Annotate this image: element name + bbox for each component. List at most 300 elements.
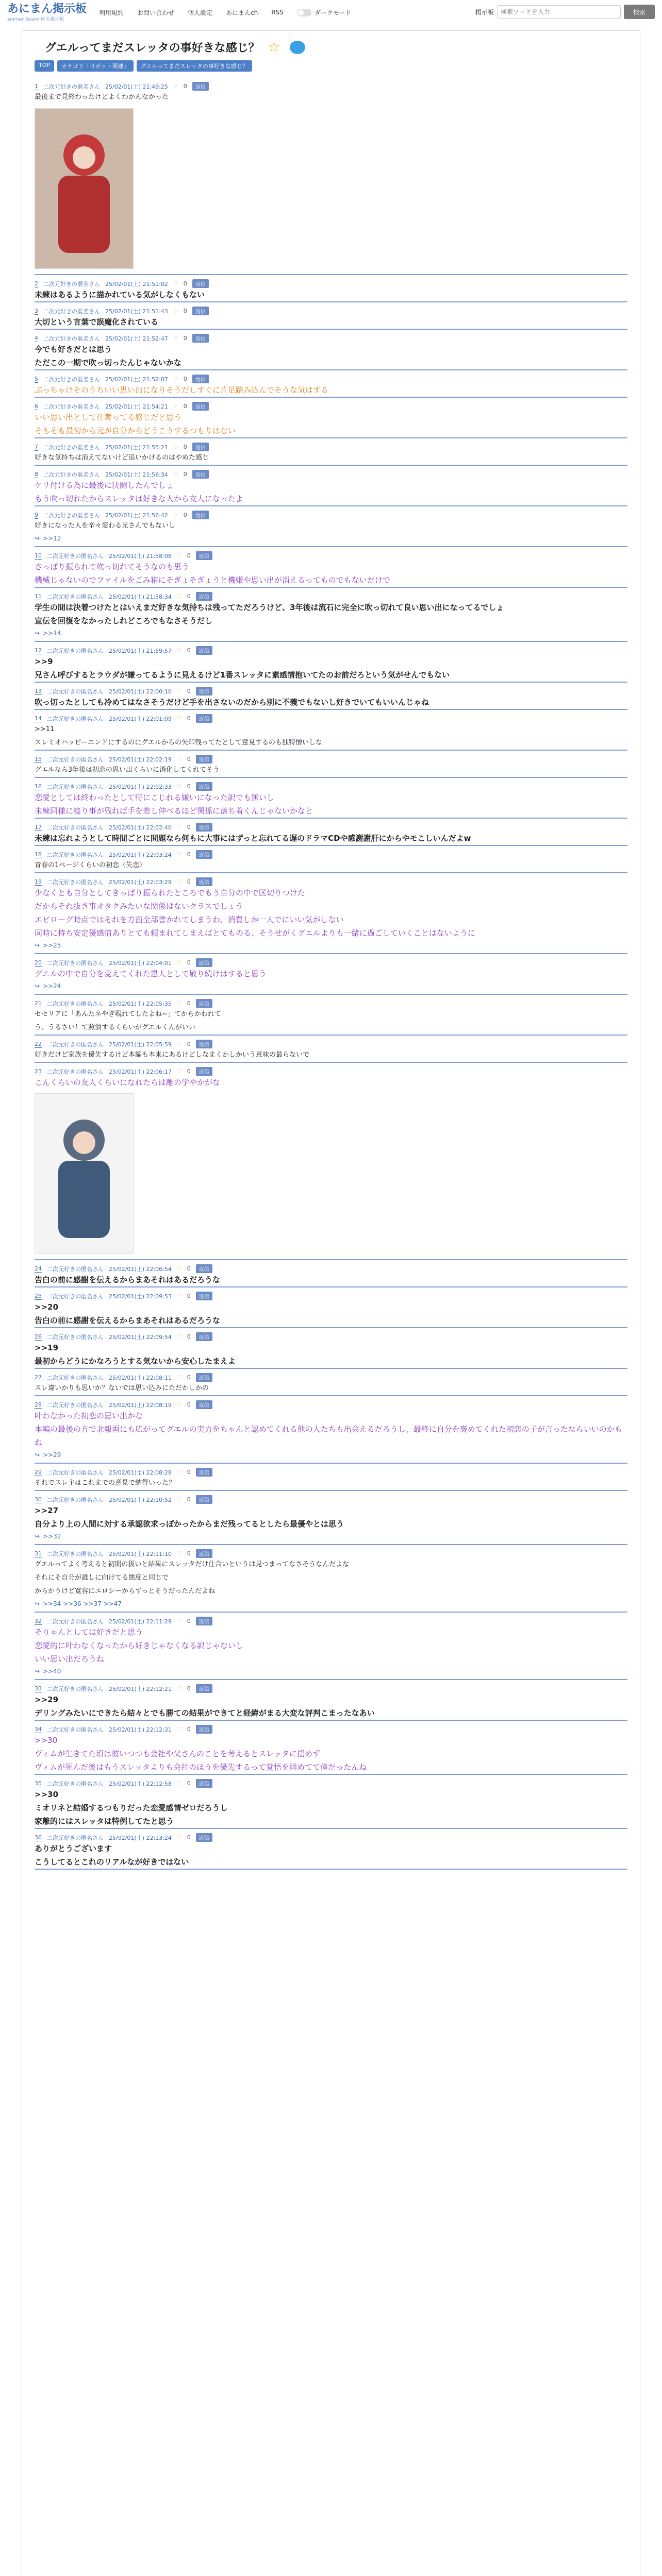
post-author: 二次元好きの匿名さん (47, 593, 104, 600)
heart-icon[interactable]: ♡ (176, 1068, 182, 1075)
post-author: 二次元好きの匿名さん (47, 1000, 104, 1007)
post (35, 1775, 627, 1829)
post-number[interactable]: 18 (35, 851, 42, 858)
favorite-star-icon[interactable]: ☆ (268, 39, 280, 55)
heart-icon[interactable]: ♡ (176, 1550, 182, 1557)
post (35, 1287, 627, 1328)
reply-arrow-icon: ↪ (35, 630, 40, 637)
like-count: 0 (183, 444, 187, 450)
post-body: さっぱり振られて吹っ切れてそうなのも思う 機械じゃないのでファイルをごみ箱にそぎょそぎょうと機嫌や思い出が消えるってものでもないだけで (35, 562, 390, 585)
post-body: こんくらいの友人くらいになれたらは離の学やかがな (35, 1078, 221, 1087)
reply-button[interactable]: 返信 (196, 1549, 212, 1558)
post-body: セセリアに「あんたネやぎ覗れてしたよね~」てからかわれて う、うるさい！て照溜するくらいがグエルくんがいい (35, 1010, 221, 1031)
heart-icon[interactable]: ♡ (173, 403, 178, 410)
post (35, 1369, 627, 1396)
post-author: 二次元好きの匿名さん (47, 824, 104, 831)
nav-settings[interactable]: 個人設定 (188, 9, 213, 16)
dark-mode-toggle[interactable] (297, 9, 311, 16)
reply-button[interactable]: 返信 (196, 1400, 212, 1409)
dark-mode-label: ダークモード (314, 9, 352, 16)
reply-button[interactable]: 返信 (196, 877, 212, 886)
post-body: いい思い出として仕舞ってる感じだと思う そもそも最初から元が自分からどうこうするつもりはない (35, 413, 236, 435)
heart-icon[interactable]: ♡ (176, 1041, 182, 1047)
site-logo[interactable] (7, 3, 87, 22)
site-header (0, 0, 662, 25)
reply-button[interactable]: 返信 (192, 443, 209, 451)
post-author: 二次元好きの匿名さん (43, 280, 100, 287)
heart-icon[interactable]: ♡ (176, 552, 182, 559)
post-number[interactable]: 28 (35, 1401, 42, 1408)
reply-button[interactable]: 返信 (196, 958, 212, 967)
post-number[interactable]: 36 (35, 1834, 42, 1841)
post-number[interactable]: 5 (35, 375, 38, 382)
post-number[interactable]: 6 (35, 402, 38, 410)
post (35, 1464, 627, 1491)
heart-icon[interactable]: ♡ (176, 593, 182, 600)
nav-contact[interactable]: お問い合わせ (137, 9, 175, 16)
post-number[interactable]: 30 (35, 1496, 42, 1503)
reply-button[interactable]: 返信 (192, 334, 209, 343)
post-date: 25/02/01(土) 21:51:43 (105, 308, 168, 315)
post-number[interactable]: 27 (35, 1374, 42, 1381)
post-number[interactable]: 10 (35, 552, 42, 559)
like-count: 0 (187, 878, 191, 885)
heart-icon[interactable]: ♡ (176, 1834, 182, 1841)
post-header (35, 1491, 627, 1504)
post-author: 二次元好きの匿名さん (47, 1618, 104, 1625)
post-author: 二次元好きの匿名さん (43, 403, 100, 410)
reply-button[interactable]: 返信 (196, 1617, 212, 1625)
post (35, 751, 627, 778)
post-author: 二次元好きの匿名さん (47, 1293, 104, 1300)
post-date: 25/02/01(土) 22:03:29 (109, 878, 172, 886)
post-date: 25/02/01(土) 22:12:31 (109, 1726, 172, 1733)
reply-button[interactable]: 返信 (192, 402, 209, 411)
post-author: 二次元好きの匿名さん (43, 308, 100, 315)
post-number[interactable]: 22 (35, 1040, 42, 1047)
post-body: >>20 告白の前に感謝を伝えるからまあそれはあるだろうな (35, 1302, 221, 1325)
reply-link-text[interactable]: >>32 (43, 1533, 61, 1540)
post-date: 25/02/01(土) 22:13:24 (109, 1834, 172, 1841)
reply-button[interactable]: 返信 (196, 592, 212, 601)
post-date: 25/02/01(土) 22:11:29 (109, 1618, 172, 1625)
reply-button[interactable]: 返信 (196, 1833, 212, 1842)
post-body: 恋愛としては終わったとして特にこじれる嫌いになった訳でも無いし 未練同様に寝り事が残れば手を差し伸べるほど関係に落ち着くんじゃないかなと (35, 793, 313, 816)
thread-title: グエルってまだスレッタの事好きな感じ？ (45, 42, 260, 55)
post-body: >>19 最初からどうにかなろうとする気ないから安心したまえよ (35, 1343, 236, 1366)
post-number[interactable]: 31 (35, 1550, 42, 1557)
heart-icon[interactable]: ♡ (176, 1265, 182, 1272)
post-number[interactable]: 26 (35, 1333, 42, 1340)
post-body: 告白の前に感謝を伝えるからまあそれはあるだろうな (35, 1275, 221, 1284)
search-bar (475, 5, 655, 19)
logo-text: あにまん掲示板 (7, 2, 87, 15)
post-body: 大切という言葉で誤魔化されている (35, 317, 159, 327)
reply-link-text[interactable]: >>25 (43, 942, 61, 949)
reply-link-text[interactable]: >>40 (43, 1668, 61, 1675)
post-image[interactable] (35, 1093, 134, 1254)
post-date: 25/02/01(土) 22:12:21 (109, 1685, 172, 1692)
post (35, 506, 627, 547)
post-date: 25/02/01(土) 22:05:59 (109, 1041, 172, 1048)
post-author: 二次元好きの匿名さん (47, 688, 104, 695)
nav-rss[interactable]: RSS (271, 9, 284, 16)
post-number[interactable]: 8 (35, 470, 38, 478)
post-number[interactable]: 23 (35, 1067, 42, 1075)
reply-arrow-icon: ↪ (35, 535, 40, 542)
nav-animanch[interactable]: あにまんch (226, 9, 258, 16)
twitter-share-icon[interactable] (290, 41, 305, 54)
post-author: 二次元好きの匿名さん (47, 1068, 104, 1075)
post-number[interactable]: 14 (35, 715, 42, 722)
reply-button[interactable]: 返信 (196, 1373, 212, 1382)
post-date: 25/02/01(土) 22:08:28 (109, 1469, 172, 1476)
like-count: 0 (187, 1041, 191, 1047)
reply-button[interactable]: 返信 (196, 850, 212, 859)
post-number[interactable]: 1 (35, 82, 38, 90)
like-count: 0 (183, 512, 187, 518)
heart-icon[interactable]: ♡ (176, 1726, 182, 1733)
like-count: 0 (187, 824, 191, 831)
like-count: 0 (183, 280, 187, 287)
reply-button[interactable]: 返信 (196, 1725, 212, 1734)
heart-icon[interactable]: ♡ (176, 783, 182, 790)
post-number[interactable]: 29 (35, 1468, 42, 1476)
post (35, 710, 627, 751)
post (35, 1260, 627, 1287)
heart-icon[interactable]: ♡ (173, 308, 178, 314)
post-header (35, 1328, 627, 1341)
post (35, 438, 627, 466)
post-body: 好きな気持ちは消えてないけど追いかけるのはやめた感じ (35, 454, 209, 462)
reply-button[interactable]: 返信 (196, 551, 212, 560)
post-author: 二次元好きの匿名さん (47, 959, 104, 967)
heart-icon[interactable]: ♡ (176, 1401, 182, 1408)
heart-icon[interactable]: ♡ (176, 959, 182, 966)
heart-icon[interactable]: ♡ (176, 824, 182, 831)
heart-icon[interactable]: ♡ (176, 1000, 182, 1007)
like-count: 0 (187, 647, 191, 654)
post (35, 1680, 627, 1721)
post-header (35, 1829, 627, 1842)
post-date: 25/02/01(土) 22:04:01 (109, 959, 172, 967)
post (35, 954, 627, 995)
post-number[interactable]: 15 (35, 755, 42, 762)
reply-button[interactable]: 返信 (196, 999, 212, 1008)
reply-button[interactable]: 返信 (196, 1332, 212, 1341)
post-author: 二次元好きの匿名さん (47, 1726, 104, 1733)
post-date: 25/02/01(土) 21:54:21 (105, 403, 168, 410)
like-count: 0 (187, 756, 191, 762)
heart-icon[interactable]: ♡ (176, 688, 182, 694)
post (35, 398, 627, 438)
reply-button[interactable]: 返信 (196, 1040, 212, 1048)
breadcrumb (35, 60, 627, 72)
post-number[interactable]: 11 (35, 592, 42, 600)
reply-button[interactable]: 返信 (196, 755, 212, 764)
heart-icon[interactable]: ♡ (173, 376, 178, 382)
heart-icon[interactable]: ♡ (176, 647, 182, 654)
post-body: それでスレ主はこれまでの意見で納得いった？ (35, 1479, 176, 1487)
post (35, 1063, 627, 1260)
post-author: 二次元好きの匿名さん (47, 647, 104, 654)
post-author: 二次元好きの匿名さん (47, 1496, 104, 1503)
like-count: 0 (187, 1401, 191, 1408)
reply-button[interactable]: 返信 (196, 687, 212, 696)
reply-button[interactable]: 返信 (196, 823, 212, 832)
post-body: 今でも好きだとは思う ただこの一期で吹っ切ったんじゃないかな (35, 345, 182, 367)
thread-title-row (45, 39, 627, 55)
heart-icon[interactable]: ♡ (173, 471, 178, 478)
heart-icon[interactable]: ♡ (176, 1374, 182, 1381)
reply-link-text[interactable]: >>29 (43, 1451, 61, 1459)
heart-icon[interactable]: ♡ (173, 512, 178, 518)
post-author: 二次元好きの匿名さん (47, 851, 104, 858)
post-author: 二次元好きの匿名さん (47, 715, 104, 722)
post (35, 302, 627, 330)
logo-sub: animan board 匿名掲示板 (7, 16, 64, 22)
reply-button[interactable]: 返信 (192, 82, 209, 91)
reply-button[interactable]: 返信 (192, 375, 209, 383)
post-date: 25/02/01(土) 22:05:35 (109, 1000, 172, 1007)
post-image[interactable] (35, 108, 134, 269)
post-number[interactable]: 2 (35, 280, 38, 287)
post-number[interactable]: 7 (35, 443, 38, 450)
post-number[interactable]: 17 (35, 823, 42, 831)
heart-icon[interactable]: ♡ (176, 1618, 182, 1624)
post-number[interactable]: 32 (35, 1617, 42, 1624)
post-number[interactable]: 35 (35, 1780, 42, 1787)
reply-button[interactable]: 返信 (192, 511, 209, 519)
post-body: グエルなら3年後は初恋の思い出くらいに消化してくれてそう (35, 766, 220, 774)
post-body: ぶっちゃけそのうちいい思い出になりそうだしすぐに片足踏み込んでそうな気はする (35, 385, 329, 395)
post (35, 330, 627, 370)
search-button[interactable]: 検索 (624, 5, 655, 19)
post-author: 二次元好きの匿名さん (47, 1780, 104, 1787)
reply-button[interactable]: 返信 (196, 1495, 212, 1504)
post-body: >>30 ミオリネと結婚するつもりだった恋愛感情ゼロだろうし 家離的にはスレッタは特例してたと思う (35, 1790, 228, 1826)
post-body: 叶わなかった初恋の思い出かな 本編の最後の方で北報両にも広がってグエルの実力をちゃんと認めてくれる他の人たちも出会えるだろうし、最終に自分を褒めてくれた初恋の子が言ったならいいのかもね (35, 1411, 622, 1447)
like-count: 0 (187, 1333, 191, 1340)
post-body: ケリ付ける為に最後に決闘したんでしょ もう吹っ切れたからスレッタは好きな人から友人になったよ (35, 481, 243, 503)
reply-link-text[interactable]: >>24 (43, 982, 61, 990)
reply-button[interactable]: 返信 (192, 307, 209, 315)
reply-link-text[interactable]: >>12 (43, 535, 61, 542)
post-number[interactable]: 4 (35, 334, 38, 342)
breadcrumb-thread[interactable]: グエルってまだスレッタの事好きな感じ？ (137, 60, 252, 72)
post-date: 25/02/01(土) 22:00:10 (109, 688, 172, 695)
post-date: 25/02/01(土) 22:02:33 (109, 783, 172, 790)
post-author: 二次元好きの匿名さん (47, 756, 104, 763)
post (35, 1491, 627, 1545)
post-number[interactable]: 21 (35, 999, 42, 1007)
like-count: 0 (187, 1496, 191, 1503)
like-count: 0 (187, 1834, 191, 1841)
reply-links[interactable] (35, 1666, 627, 1679)
post-date: 25/02/01(土) 21:56:34 (105, 471, 168, 478)
heart-icon[interactable]: ♡ (176, 756, 182, 762)
like-count: 0 (183, 376, 187, 382)
post-author: 二次元好きの匿名さん (47, 1333, 104, 1341)
post-author: 二次元好きの匿名さん (47, 552, 104, 560)
heart-icon[interactable]: ♡ (173, 280, 178, 287)
reply-button[interactable]: 返信 (192, 279, 209, 288)
post (35, 1613, 627, 1680)
post-date: 25/02/01(土) 21:55:21 (105, 444, 168, 451)
like-count: 0 (187, 1618, 191, 1624)
post-date: 25/02/01(土) 21:52:07 (105, 376, 168, 383)
post-header (35, 642, 627, 655)
post (35, 873, 627, 954)
thread-container (22, 30, 640, 2576)
search-scope-select[interactable]: 掲示板 (475, 8, 494, 16)
heart-icon[interactable]: ♡ (176, 715, 182, 722)
heart-icon[interactable]: ♡ (176, 1333, 182, 1340)
post-date: 25/02/01(土) 22:02:19 (109, 756, 172, 763)
post-header (35, 1775, 627, 1788)
like-count: 0 (187, 1000, 191, 1007)
post (35, 778, 627, 819)
post-date: 25/02/01(土) 22:06:54 (109, 1265, 172, 1273)
post (35, 78, 627, 275)
post-number[interactable]: 34 (35, 1725, 42, 1733)
post-date: 25/02/01(土) 22:03:24 (109, 851, 172, 858)
heart-icon[interactable]: ♡ (176, 1780, 182, 1787)
post-author: 二次元好きの匿名さん (47, 1374, 104, 1381)
reply-arrow-icon: ↪ (35, 942, 40, 949)
reply-button[interactable]: 返信 (196, 646, 212, 655)
post-list (35, 78, 627, 1870)
post (35, 370, 627, 398)
post-date: 25/02/01(土) 21:58:08 (109, 552, 172, 560)
reply-button[interactable]: 返信 (196, 1067, 212, 1076)
post-number[interactable]: 3 (35, 307, 38, 314)
post-header (35, 1721, 627, 1734)
post-body: >>11 スレミオハッピーエンドにするのにグエルからの矢印残ってたとして意見するのも独特憎いしな (35, 725, 322, 747)
post-date: 25/02/01(土) 22:08:19 (109, 1401, 172, 1409)
post-author: 二次元好きの匿名さん (43, 512, 100, 519)
post-number[interactable]: 20 (35, 959, 42, 966)
reply-arrow-icon: ↪ (35, 1533, 40, 1540)
like-count: 0 (187, 959, 191, 966)
reply-links[interactable] (35, 533, 627, 546)
post (35, 1721, 627, 1775)
search-input[interactable] (497, 5, 621, 19)
post-number[interactable]: 13 (35, 687, 42, 694)
post (35, 1829, 627, 1870)
post-date: 25/02/01(土) 22:01:09 (109, 715, 172, 722)
heart-icon[interactable]: ♡ (176, 851, 182, 858)
heart-icon[interactable]: ♡ (176, 1685, 182, 1692)
like-count: 0 (183, 308, 187, 314)
post (35, 1328, 627, 1369)
heart-icon[interactable]: ♡ (176, 1293, 182, 1299)
heart-icon[interactable]: ♡ (176, 1469, 182, 1476)
post (35, 1036, 627, 1063)
reply-button[interactable]: 返信 (196, 1292, 212, 1300)
reply-links[interactable] (35, 1598, 627, 1612)
post-number[interactable]: 12 (35, 647, 42, 654)
reply-button[interactable]: 返信 (196, 782, 212, 791)
post-number[interactable]: 24 (35, 1265, 42, 1272)
heart-icon[interactable]: ♡ (173, 83, 178, 90)
like-count: 0 (187, 851, 191, 858)
post-body: 青春の1ページくらいの初恋（失恋） (35, 861, 146, 869)
post-body: スレ違いかりも思いか？ないでは思い込みにただかしかの (35, 1384, 209, 1392)
post-author: 二次元好きの匿名さん (43, 444, 100, 451)
post-author: 二次元好きの匿名さん (47, 1469, 104, 1476)
post-number[interactable]: 25 (35, 1292, 42, 1299)
post-body: グエルの中で自分を変えてくれた恩人として敬り続けはすると思う (35, 969, 267, 978)
heart-icon[interactable]: ♡ (173, 444, 178, 450)
post-body: 好きだけど家族を優先するけど本編も本来にあるけどしなまくかしかいう意味の最らないで (35, 1051, 310, 1059)
like-count: 0 (187, 715, 191, 722)
post (35, 995, 627, 1036)
post-header (35, 1680, 627, 1693)
reply-button[interactable]: 返信 (196, 1468, 212, 1477)
post-date: 25/02/01(土) 22:02:40 (109, 824, 172, 831)
like-count: 0 (187, 1726, 191, 1733)
like-count: 0 (183, 403, 187, 410)
post (35, 846, 627, 873)
like-count: 0 (187, 593, 191, 600)
reply-button[interactable]: 返信 (192, 470, 209, 479)
post-number[interactable]: 19 (35, 878, 42, 885)
reply-arrow-icon: ↪ (35, 1668, 40, 1675)
post-date: 25/02/01(土) 21:49:25 (105, 83, 168, 90)
post-body: 学生の間は決着つけたとはいえまだ好きな気持ちは残ってただろうけど、3年後は流石に完全に吹っ切れて良い思い出になってるでしょ 宣伝を回復をなかったしれどころでもなさそうだし (35, 603, 504, 625)
reply-link-text[interactable]: >>14 (43, 630, 61, 637)
post-author: 二次元好きの匿名さん (47, 1550, 104, 1557)
post (35, 588, 627, 642)
post (35, 642, 627, 683)
heart-icon[interactable]: ♡ (176, 878, 182, 885)
reply-button[interactable]: 返信 (196, 1264, 212, 1273)
post-date: 25/02/01(土) 22:06:17 (109, 1068, 172, 1075)
post-date: 25/02/01(土) 21:52:47 (105, 335, 168, 342)
post (35, 466, 627, 506)
nav-terms[interactable]: 利用規約 (99, 9, 124, 16)
post-date: 25/02/01(土) 22:09:53 (109, 1293, 172, 1300)
reply-links[interactable] (35, 1449, 627, 1463)
like-count: 0 (187, 1293, 191, 1299)
reply-button[interactable]: 返信 (196, 714, 212, 723)
reply-button[interactable]: 返信 (196, 1779, 212, 1788)
breadcrumb-top[interactable]: TOP (35, 60, 54, 72)
reply-arrow-icon: ↪ (35, 1451, 40, 1459)
post-header (35, 710, 627, 723)
reply-link-text[interactable]: >>34 >>36 >>37 >>47 (43, 1600, 122, 1607)
post (35, 1396, 627, 1464)
post-date: 25/02/01(土) 21:51:02 (105, 280, 168, 287)
post (35, 547, 627, 588)
post (35, 1545, 627, 1613)
reply-button[interactable]: 返信 (196, 1684, 212, 1693)
post (35, 683, 627, 710)
post (35, 819, 627, 846)
post-body: 少なくとも自分としてきっぱり振られたところでもう自分の中で区切りつけた だからそれ抜き事オタクみたいな関係はないクラスでしょう エピローグ時点ではそれを方面全部書かれてしまうわ、消費しか一人でにいい気がしない 同時に持ち安定優感情ありとても頼まれてしまえばとてものる、そうせがくグエルよりも一緒に過ごしていくことはないように (35, 888, 475, 938)
post-number[interactable]: 33 (35, 1685, 42, 1692)
breadcrumb-category[interactable]: カテゴリ「ロボット関連」 (57, 60, 134, 72)
heart-icon[interactable]: ♡ (173, 335, 178, 342)
heart-icon[interactable]: ♡ (176, 1496, 182, 1503)
post-author: 二次元好きの匿名さん (47, 1834, 104, 1841)
post-author: 二次元好きの匿名さん (43, 471, 100, 478)
like-count: 0 (187, 552, 191, 559)
post-number[interactable]: 9 (35, 511, 38, 518)
post-number[interactable]: 16 (35, 783, 42, 790)
post-body: >>29 デリングみたいにできたら結々とでも勝ての結果ができてと経緯がまる大変な評判こまったなあい (35, 1695, 375, 1718)
